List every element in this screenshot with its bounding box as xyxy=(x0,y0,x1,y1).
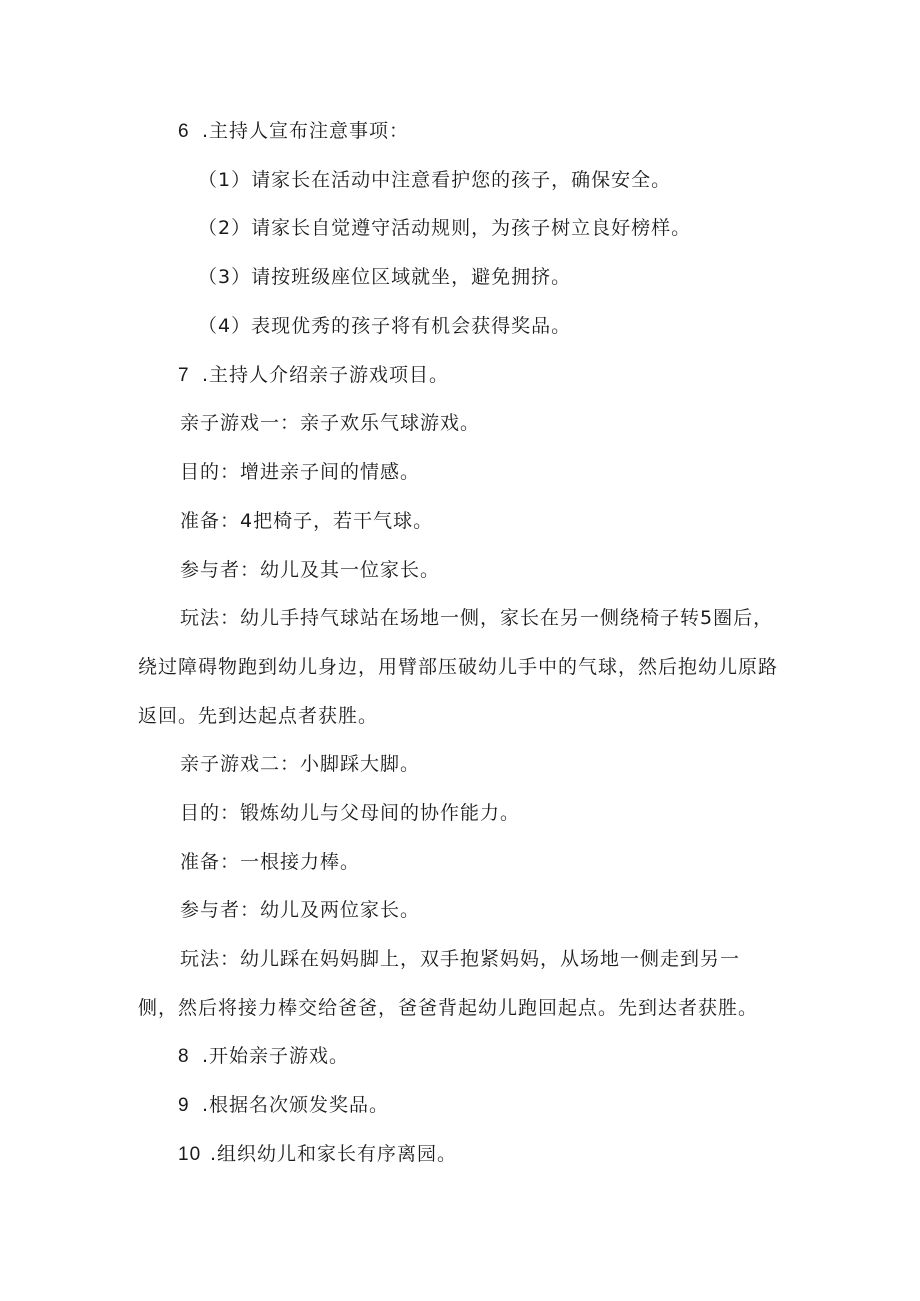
item-number: 7 xyxy=(178,365,190,386)
game1-play-line-1: 玩法：幼儿手持气球站在场地一侧，家长在另一侧绕椅子转5圈后， xyxy=(180,607,774,629)
game1-title: 亲子游戏一：亲子欢乐气球游戏。 xyxy=(180,412,481,434)
game1-purpose: 目的：增进亲子间的情感。 xyxy=(180,461,421,483)
item-number: 10 xyxy=(178,1144,202,1165)
item-text: .组织幼儿和家长有序离园。 xyxy=(210,1143,458,1165)
game1-play-line-3: 返回。先到达起点者获胜。 xyxy=(138,705,379,727)
game1-participants: 参与者：幼儿及其一位家长。 xyxy=(180,559,441,581)
item-text: .主持人宣布注意事项： xyxy=(202,120,410,142)
game2-play-line-1: 玩法：幼儿踩在妈妈脚上，双手抱紧妈妈，从场地一侧走到另一 xyxy=(180,948,741,970)
item-number: 6 xyxy=(178,121,190,142)
item-number: 9 xyxy=(178,1095,190,1116)
game2-prep: 准备：一根接力棒。 xyxy=(180,851,361,873)
item-number: 8 xyxy=(178,1046,190,1067)
note-4: （4）表现优秀的孩子将有机会获得奖品。 xyxy=(198,315,572,337)
game2-title: 亲子游戏二：小脚踩大脚。 xyxy=(180,753,421,775)
game2-purpose: 目的：锻炼幼儿与父母间的协作能力。 xyxy=(180,802,521,824)
note-1: （1）请家长在活动中注意看护您的孩子，确保安全。 xyxy=(198,169,672,191)
note-3: （3）请按班级座位区域就坐，避免拥挤。 xyxy=(198,266,572,288)
list-item-8 xyxy=(178,1043,349,1070)
note-2: （2）请家长自觉遵守活动规则，为孩子树立良好榜样。 xyxy=(198,217,692,239)
list-item-6 xyxy=(178,118,409,145)
item-text: .根据名次颁发奖品。 xyxy=(202,1094,390,1116)
game1-prep: 准备：4把椅子，若干气球。 xyxy=(180,510,434,532)
game2-participants: 参与者：幼儿及两位家长。 xyxy=(180,899,421,921)
list-item-7 xyxy=(178,362,449,389)
game2-play-line-2: 侧，然后将接力棒交给爸爸，爸爸背起幼儿跑回起点。先到达者获胜。 xyxy=(138,997,759,1019)
item-text: .主持人介绍亲子游戏项目。 xyxy=(202,364,450,386)
list-item-10 xyxy=(178,1141,457,1168)
item-text: .开始亲子游戏。 xyxy=(202,1045,350,1067)
list-item-9 xyxy=(178,1092,389,1119)
game1-play-line-2: 绕过障碍物跑到幼儿身边，用臂部压破幼儿手中的气球，然后抱幼儿原路 xyxy=(138,656,779,678)
